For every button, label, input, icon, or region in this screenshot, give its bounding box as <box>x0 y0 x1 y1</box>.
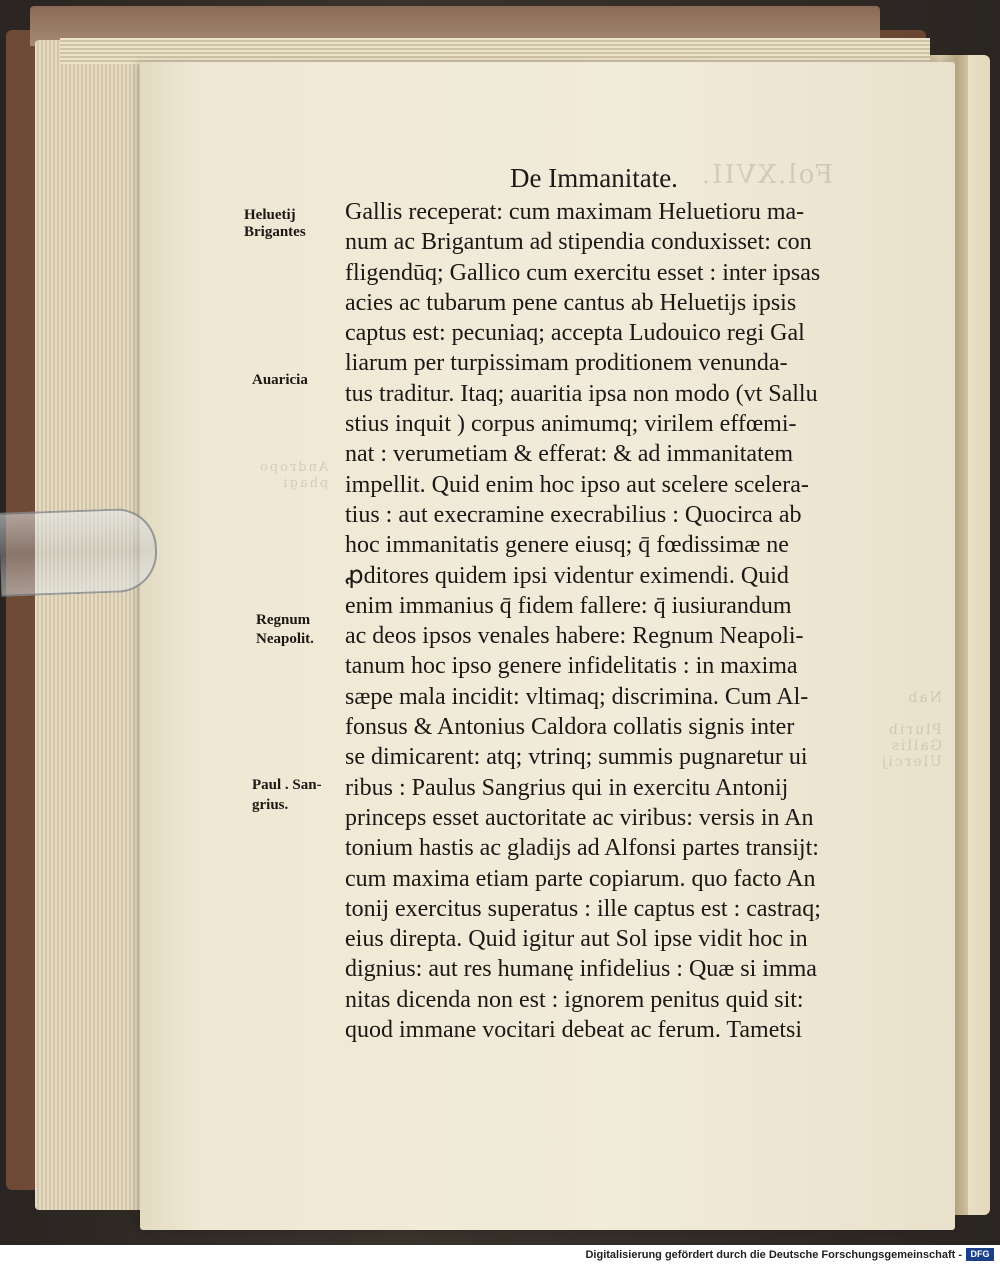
page-holder-clip <box>0 507 158 596</box>
text-line: Gallis receperat: cum maximam Heluetioru ma- <box>345 199 805 225</box>
text-line: dignius: aut res humanę infidelius : Quæ si imma <box>345 956 817 983</box>
page-edges-top <box>60 38 930 64</box>
running-head: De Immanitate. <box>510 163 678 193</box>
text-line: eius direpta. Quid igitur aut Sol ipse vidit hoc in <box>345 926 808 953</box>
text-line: num ac Brigantum ad stipendia conduxisset: con <box>345 229 812 256</box>
text-line: se dimicarent: atq; vtrinq; summis pugnaretur ui <box>345 744 808 771</box>
margin-note-neapolit: Neapolit. <box>256 631 314 647</box>
margin-note-auaricia: Auaricia <box>252 372 308 388</box>
margin-note-heluetij: Heluetij <box>244 207 296 223</box>
margin-note-brigantes: Brigantes <box>244 224 306 240</box>
text-line: sæpe mala incidit: vltimaq; discrimina. Cum Al- <box>345 683 809 710</box>
text-line: princeps esset auctoritate ac viribus: versis in An <box>345 804 814 831</box>
text-line: cum maxima etiam parte copiarum. quo facto An <box>345 865 816 892</box>
margin-note-paul-san: Paul . San- <box>252 777 322 793</box>
margin-note-regnum: Regnum <box>256 612 311 628</box>
text-line: enim immanius q̄ fidem fallere: q̄ iusiurandum <box>345 592 792 619</box>
text-line: impellit. Quid enim hoc ipso aut scelere scelera- <box>345 471 809 498</box>
text-line: tus traditur. Itaq; auaritia ipsa non modo (vt Sallu <box>345 380 818 407</box>
text-line: tonium hastis ac gladijs ad Alfonsi partes transijt: <box>345 835 819 862</box>
text-line: stius inquit ) corpus animumq; virilem effœmi- <box>345 411 797 438</box>
text-line: fonsus & Antonius Caldora collatis signis inter <box>345 714 795 741</box>
main-text-block <box>345 197 875 1045</box>
text-line: captus est: pecuniaq; accepta Ludouico regi Gal <box>345 320 805 347</box>
text-line: nat : verumetiam & efferat: & ad immanitatem <box>345 441 794 468</box>
text-line: ribus : Paulus Sangrius qui in exercitu Antonij <box>345 774 789 801</box>
show-through-ghost: Andropo phagi <box>258 460 329 491</box>
text-line: tius : aut execramine execrabilius : Quocirca ab <box>345 501 802 528</box>
text-line: tonij exercitus superatus : ille captus est : castraq; <box>345 895 821 922</box>
show-through-ghost: Fol.XVII. <box>700 160 833 190</box>
text-line: tanum hoc ipso genere infidelitatis : in maxima <box>345 653 798 680</box>
dfg-logo: DFG <box>966 1248 994 1261</box>
show-through-ghost: Nab Plurib Gallis Ulercij <box>880 690 942 770</box>
text-line: hoc immanitatis genere eiusq; q̄ fœdissimæ ne <box>345 532 789 559</box>
text-line: ac deos ipsos venales habere: Regnum Neapoli- <box>345 623 804 650</box>
text-line: nitas dicenda non est : ignorem penitus quid sit: <box>345 986 804 1013</box>
text-line: liarum per turpissimam proditionem venunda- <box>345 350 788 377</box>
text-line: fligendūq; Gallico cum exercitu esset : inter ipsas <box>345 259 821 286</box>
text-line: ꝓditores quidem ipsi videntur eximendi. Quid <box>345 562 789 589</box>
footer-credit: Digitalisierung gefördert durch die Deutsche Forschungsgemeinschaft - <box>585 1249 962 1261</box>
margin-note-grius: grius. <box>252 797 289 813</box>
text-line: acies ac tubarum pene cantus ab Heluetijs ipsis <box>345 289 797 316</box>
text-line: quod immane vocitari debeat ac ferum. Tametsi <box>345 1017 803 1044</box>
